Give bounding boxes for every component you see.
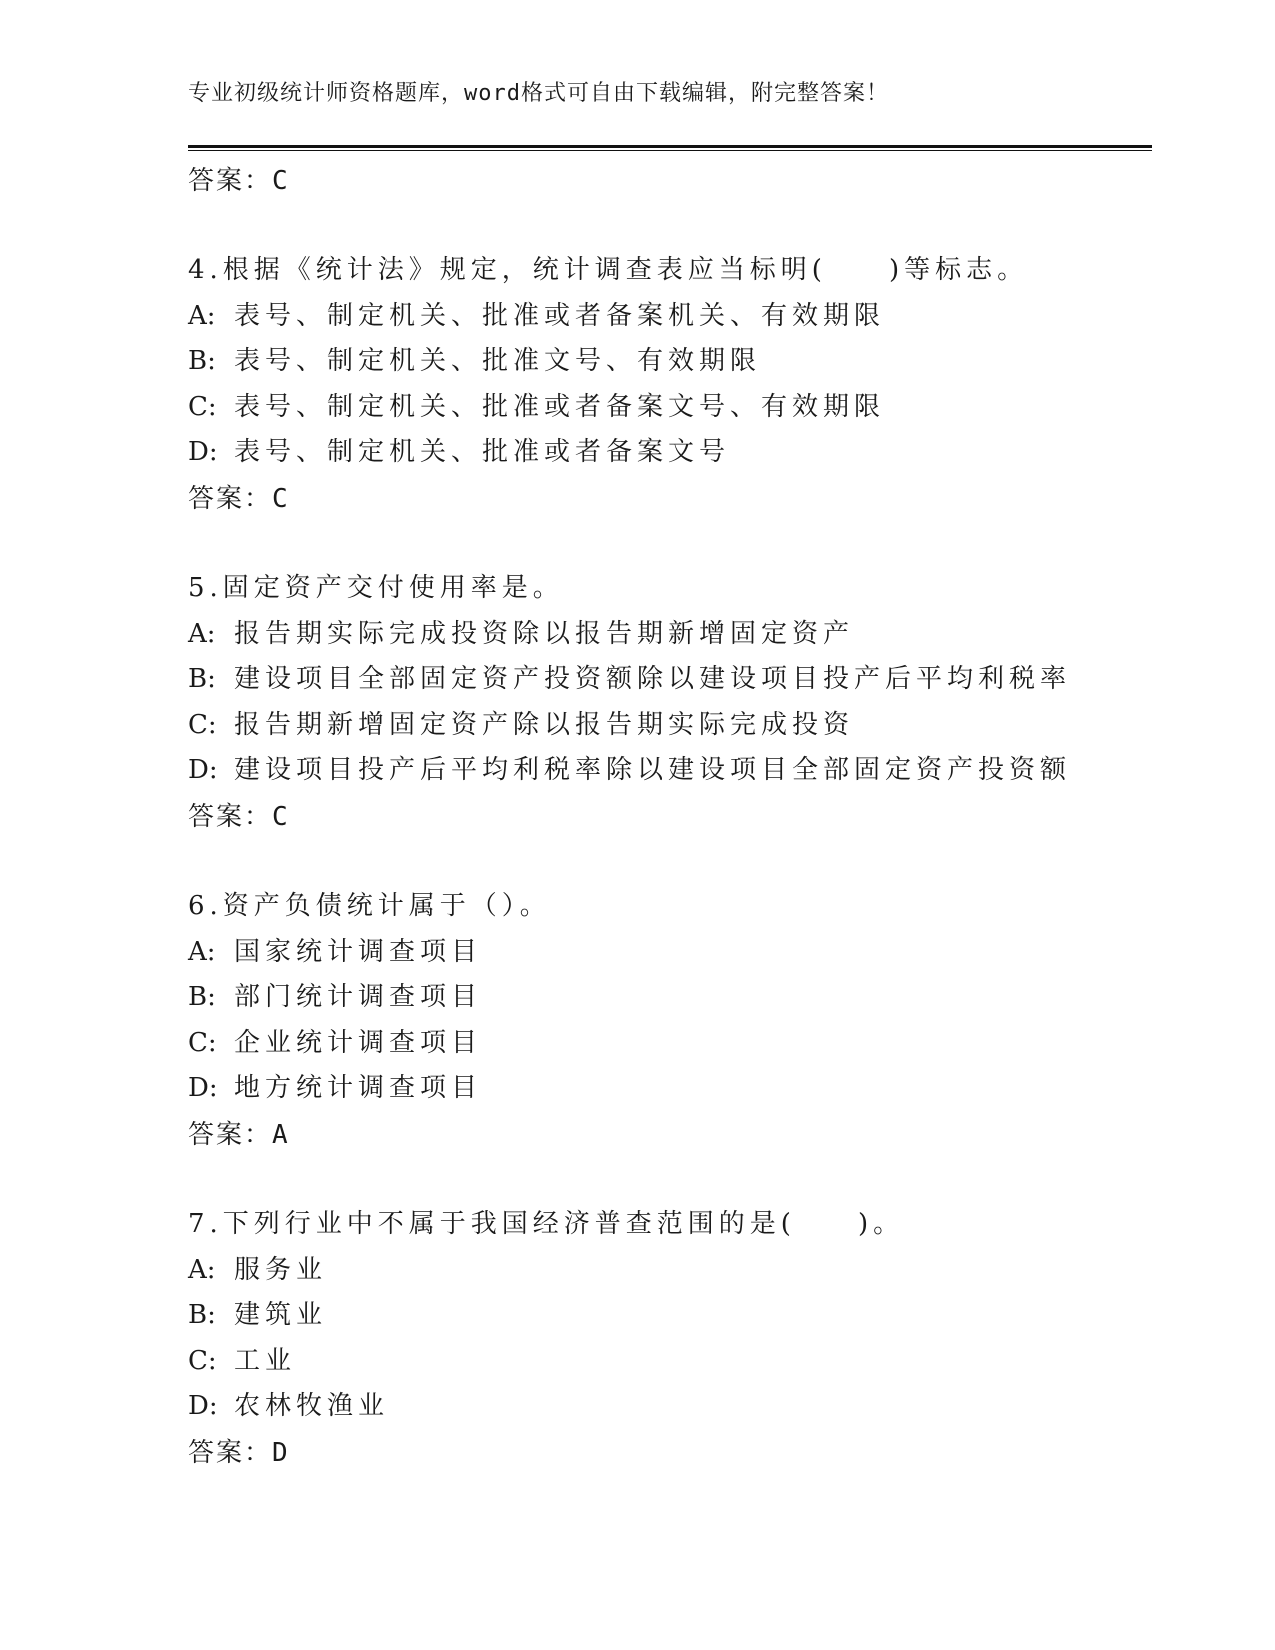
option-key: B: <box>188 1300 216 1331</box>
option-text: 表号、制定机关、批准或者备案文号 <box>234 437 731 468</box>
option-c <box>188 1021 1152 1067</box>
question-text: 5.固定资产交付使用率是。 <box>188 572 564 603</box>
option-a <box>188 612 1152 658</box>
option-b <box>188 975 1152 1021</box>
option-text: 建设项目全部固定资产投资额除以建设项目投产后平均利税率 <box>234 664 1072 695</box>
option-key: A: <box>188 936 216 967</box>
question-text: 4.根据《统计法》规定，统计调查表应当标明( )等标志。 <box>188 255 1029 285</box>
option-key: A: <box>188 1254 216 1285</box>
option-key: D: <box>188 1073 218 1104</box>
option-key: D: <box>188 1391 218 1422</box>
question-block <box>188 1202 1152 1476</box>
answer-line: 答案：A <box>188 1119 290 1150</box>
page-header: 专业初级统计师资格题库，word格式可自由下载编辑，附完整答案！ <box>188 81 889 106</box>
option-b <box>188 657 1152 703</box>
option-text: 表号、制定机关、批准文号、有效期限 <box>234 346 762 377</box>
header-rule-thin <box>188 150 1152 151</box>
option-text: 服务业 <box>234 1254 328 1285</box>
question-block <box>188 248 1152 522</box>
option-key: C: <box>188 1027 217 1058</box>
answer-line: 答案：D <box>188 1437 290 1468</box>
option-text: 国家统计调查项目 <box>234 936 483 967</box>
option-c <box>188 703 1152 749</box>
option-key: C: <box>188 1345 217 1376</box>
option-d <box>188 748 1152 794</box>
option-text: 表号、制定机关、批准或者备案文号、有效期限 <box>234 391 886 422</box>
option-key: D: <box>188 437 218 468</box>
option-text: 表号、制定机关、批准或者备案机关、有效期限 <box>234 300 886 331</box>
answer-line: 答案：C <box>188 166 290 196</box>
option-key: C: <box>188 709 217 740</box>
option-key: A: <box>188 618 216 649</box>
option-key: B: <box>188 664 216 695</box>
option-key: B: <box>188 346 216 377</box>
option-text: 报告期实际完成投资除以报告期新增固定资产 <box>234 618 855 649</box>
option-b <box>188 1293 1152 1339</box>
option-d <box>188 1066 1152 1112</box>
header-rule-thick <box>188 145 1152 148</box>
option-b <box>188 339 1152 385</box>
option-c <box>188 385 1152 431</box>
option-text: 农林牧渔业 <box>234 1391 390 1422</box>
option-key: A: <box>188 300 216 331</box>
option-key: B: <box>188 982 216 1013</box>
question-text: 7.下列行业中不属于我国经济普查范围的是( )。 <box>188 1208 905 1239</box>
option-text: 企业统计调查项目 <box>234 1027 483 1058</box>
option-text: 部门统计调查项目 <box>234 982 483 1013</box>
option-text: 地方统计调查项目 <box>234 1073 483 1104</box>
option-key: C: <box>188 391 217 422</box>
option-text: 报告期新增固定资产除以报告期实际完成投资 <box>234 709 855 740</box>
question-list <box>188 158 1152 1476</box>
question-text: 6.资产负债统计属于（）。 <box>188 890 551 921</box>
answer-line: 答案：C <box>188 483 290 514</box>
option-a <box>188 294 1152 340</box>
question-block <box>188 566 1152 840</box>
option-text: 建筑业 <box>234 1300 328 1331</box>
option-c <box>188 1339 1152 1385</box>
option-text: 工业 <box>234 1345 297 1376</box>
option-a <box>188 1248 1152 1294</box>
question-block <box>188 884 1152 1158</box>
option-text: 建设项目投产后平均利税率除以建设项目全部固定资产投资额 <box>234 755 1072 786</box>
answer-line: 答案：C <box>188 801 290 832</box>
option-key: D: <box>188 755 218 786</box>
option-d <box>188 1384 1152 1430</box>
option-d <box>188 430 1152 476</box>
option-a <box>188 930 1152 976</box>
